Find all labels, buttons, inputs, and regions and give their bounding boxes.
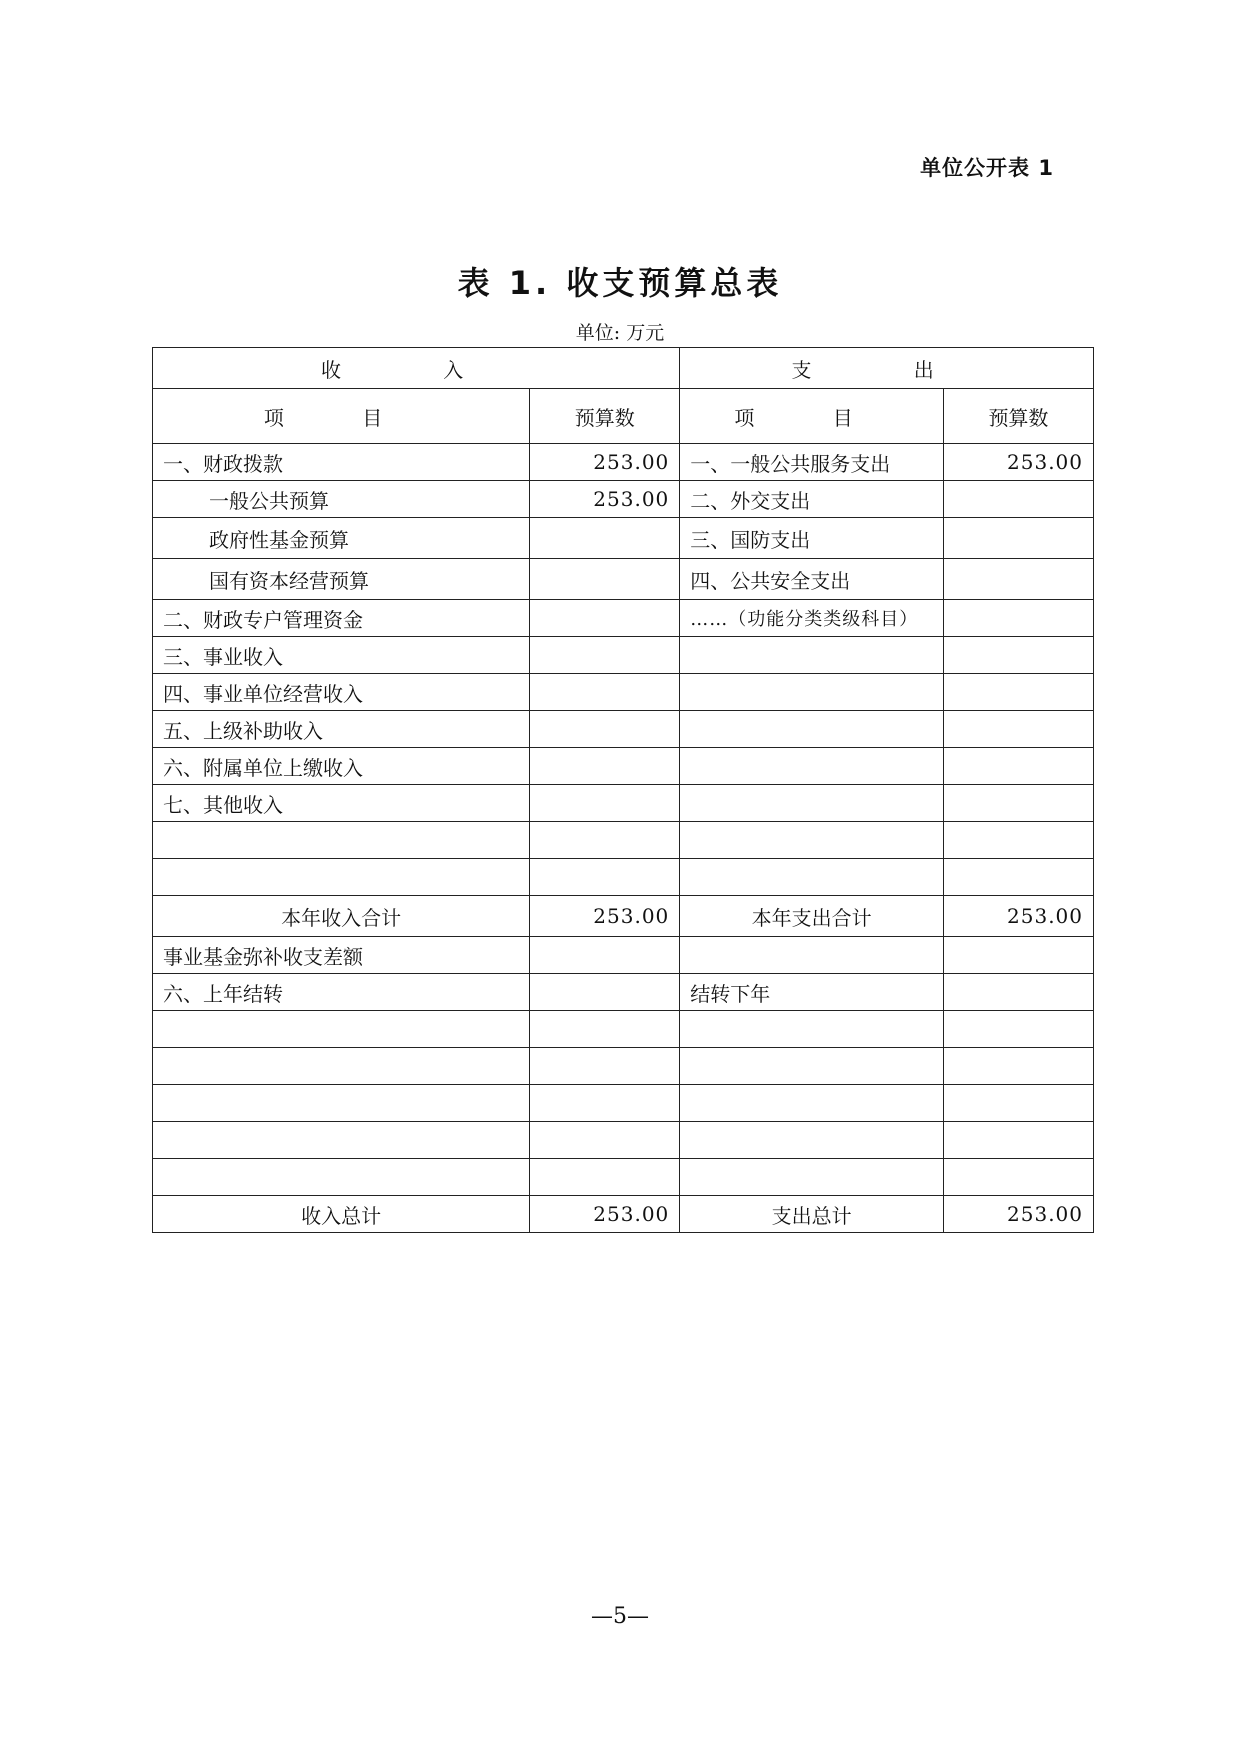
table-row (153, 785, 1094, 822)
income-amount-cell: 253.00 (530, 481, 680, 518)
expense-grand-total-label: 支出总计 (680, 1196, 944, 1233)
table-row (153, 748, 1094, 785)
income-amount-cell (530, 518, 680, 559)
expense-item-cell (680, 674, 944, 711)
expense-item-cell (680, 711, 944, 748)
expense-amount-cell (943, 637, 1093, 674)
table-row (153, 559, 1094, 600)
expense-item-column-header: 项 目 (680, 389, 944, 444)
expense-amount-cell: 253.00 (943, 444, 1093, 481)
table-row (153, 518, 1094, 559)
table-row (153, 444, 1094, 481)
income-amount-cell (530, 674, 680, 711)
expense-item-cell (680, 785, 944, 822)
expense-item-cell: 四、公共安全支出 (680, 559, 944, 600)
expense-item-cell: 结转下年 (680, 974, 944, 1011)
empty-row (153, 1048, 1094, 1085)
grand-total-row (153, 1196, 1094, 1233)
budget-summary-table (152, 347, 1094, 1233)
income-item-cell: 一般公共预算 (153, 481, 530, 518)
expense-amount-cell (943, 785, 1093, 822)
income-grand-total-amount: 253.00 (530, 1196, 680, 1233)
income-item-cell: 五、上级补助收入 (153, 711, 530, 748)
expense-amount-cell (943, 748, 1093, 785)
empty-row (153, 1159, 1094, 1196)
expense-grand-total-amount: 253.00 (943, 1196, 1093, 1233)
income-grand-total-label: 收入总计 (153, 1196, 530, 1233)
year-income-total-label: 本年收入合计 (153, 896, 530, 937)
income-amount-cell (530, 748, 680, 785)
empty-row (153, 1085, 1094, 1122)
income-amount-cell (530, 785, 680, 822)
form-label: 单位公开表 1 (920, 156, 1054, 180)
income-item-cell: 二、财政专户管理资金 (153, 600, 530, 637)
expense-amount-cell (943, 481, 1093, 518)
empty-row (153, 822, 1094, 859)
income-item-cell: 六、附属单位上缴收入 (153, 748, 530, 785)
income-item-cell: 国有资本经营预算 (153, 559, 530, 600)
expense-item-cell: ……（功能分类类级科目） (680, 600, 944, 637)
empty-row (153, 859, 1094, 896)
income-item-cell: 四、事业单位经营收入 (153, 674, 530, 711)
income-item-cell: 三、事业收入 (153, 637, 530, 674)
year-total-row (153, 896, 1094, 937)
income-item-cell: 六、上年结转 (153, 974, 530, 1011)
page-title: 表 1. 收支预算总表 (457, 264, 783, 302)
expense-item-cell: 一、一般公共服务支出 (680, 444, 944, 481)
income-amount-cell (530, 637, 680, 674)
income-item-cell: 七、其他收入 (153, 785, 530, 822)
table-section-header-row (153, 348, 1094, 389)
table-row (153, 937, 1094, 974)
expense-amount-cell (943, 711, 1093, 748)
expense-amount-column-header: 预算数 (943, 389, 1093, 444)
income-item-cell: 事业基金弥补收支差额 (153, 937, 530, 974)
table-row (153, 974, 1094, 1011)
table-row (153, 481, 1094, 518)
table-row (153, 674, 1094, 711)
income-item-cell: 一、财政拨款 (153, 444, 530, 481)
unit-label: 单位: 万元 (575, 322, 665, 344)
page-number: —5— (591, 1604, 649, 1629)
year-income-total-amount: 253.00 (530, 896, 680, 937)
income-amount-cell (530, 600, 680, 637)
expense-item-cell: 二、外交支出 (680, 481, 944, 518)
expense-item-cell: 三、国防支出 (680, 518, 944, 559)
expense-item-cell (680, 637, 944, 674)
income-amount-column-header: 预算数 (530, 389, 680, 444)
income-item-column-header: 项 目 (153, 389, 530, 444)
expense-item-cell (680, 748, 944, 785)
year-expense-total-label: 本年支出合计 (680, 896, 944, 937)
expense-section-header: 支 出 (680, 348, 1094, 389)
table-row (153, 600, 1094, 637)
income-amount-cell: 253.00 (530, 444, 680, 481)
expense-amount-cell (943, 600, 1093, 637)
expense-amount-cell (943, 559, 1093, 600)
table-column-header-row (153, 389, 1094, 444)
expense-item-cell (680, 937, 944, 974)
expense-amount-cell (943, 518, 1093, 559)
income-item-cell: 政府性基金预算 (153, 518, 530, 559)
table-row (153, 637, 1094, 674)
empty-row (153, 1122, 1094, 1159)
expense-amount-cell (943, 674, 1093, 711)
year-expense-total-amount: 253.00 (943, 896, 1093, 937)
table-row (153, 711, 1094, 748)
empty-row (153, 1011, 1094, 1048)
income-amount-cell (530, 711, 680, 748)
income-amount-cell (530, 559, 680, 600)
income-section-header: 收 入 (153, 348, 680, 389)
